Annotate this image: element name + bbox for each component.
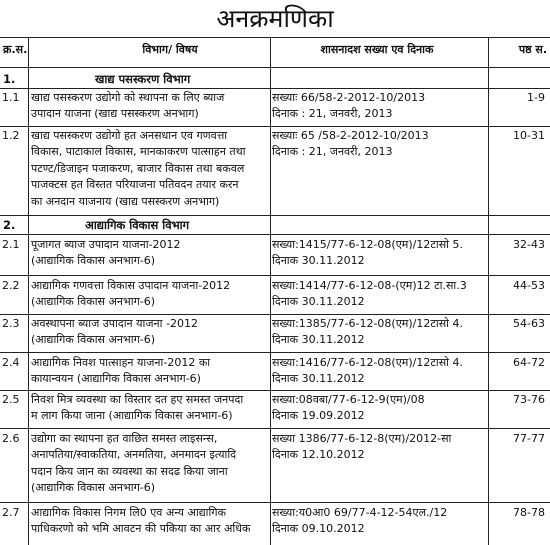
- row-page: 10-31: [513, 129, 545, 142]
- section-no: 2.: [3, 218, 16, 232]
- row-divider: [0, 215, 550, 216]
- row-reference: [272, 278, 482, 311]
- desc-line: अनापतिया/स्वाकतिया, अनमतिया, अनमादन इत्यादि: [31, 448, 237, 462]
- ref-line: सख्या:1415/77-6-12-08(एम)/12टासो 5.: [272, 238, 464, 251]
- desc-line: (आद्यागिक विकास अनभाग-6): [31, 254, 156, 268]
- desc-line: पूजागत ब्याज उपादान याजना-2012: [31, 238, 181, 251]
- row-divider: [0, 352, 550, 353]
- row-description: [31, 392, 269, 425]
- desc-line: का अनदान याजनाय (खाद्य पसस्करण अनभाग): [31, 194, 220, 208]
- desc-line: कायान्वयन (आद्यागिक विकास अनभाग-6): [31, 372, 201, 386]
- header-bottom-border: [0, 67, 550, 68]
- header-page: पष्ठ स.: [518, 43, 547, 56]
- desc-line: पदान किय जान का व्यवस्था का सदढ किया जाना: [31, 464, 228, 478]
- row-number: 1.1: [2, 91, 20, 104]
- row-divider: [0, 234, 550, 235]
- ref-line: सख्या:य0आ0 69/77-4-12-54एल./12: [272, 506, 448, 519]
- desc-line: (आद्यागिक विकास अनभाग-6): [31, 333, 156, 347]
- row-number: 2.3: [2, 317, 20, 330]
- desc-line: (आद्यागिक विकास अनभाग-6): [31, 295, 156, 309]
- row-reference: [272, 355, 482, 388]
- row-number: 1.2: [2, 129, 20, 142]
- row-number: 2.6: [2, 432, 20, 445]
- row-divider: [0, 390, 550, 391]
- row-page: 64-72: [513, 356, 545, 369]
- desc-line: पटण्ट/डिजाइन पजाकरण, बाजार विकास तथा बकवल: [31, 161, 245, 175]
- row-page: 32-43: [513, 238, 545, 251]
- desc-line: पाधिकरणो को भमि आवटन की पकिया का आर अधिक: [31, 522, 251, 536]
- row-page: 77-77: [513, 432, 545, 445]
- desc-line: आद्यागिक निवश पात्साहन याजना-2012 का: [31, 356, 211, 369]
- page-title: अनक्रमणिका: [216, 4, 334, 33]
- row-reference: [272, 431, 482, 464]
- column-border: [488, 38, 489, 545]
- desc-line: खाद्य पसस्करण उद्योगो हत अनसधान एव गणवत्ता: [31, 129, 228, 142]
- ref-line: दिनाक 30.11.2012: [272, 333, 365, 347]
- column-border: [28, 38, 29, 545]
- ref-line: सख्या 1386/77-6-12-8(एम)/2012-सा: [272, 432, 452, 445]
- row-reference: [272, 128, 482, 161]
- ref-line: सख्या:1416/77-6-12-08(एम)/12टासो 4.: [272, 356, 464, 369]
- header-subject: विभाग/ विषय: [142, 43, 198, 56]
- row-divider: [0, 314, 550, 315]
- desc-line: (आद्यागिक विकास अनभाग-6): [31, 481, 156, 495]
- row-description: [31, 355, 269, 388]
- row-reference: [272, 237, 482, 270]
- desc-line: म लाग किया जाना (आद्यागिक विकास अनभाग-6): [31, 409, 233, 423]
- desc-line: खाद्य पसस्करण उद्योगो को स्थापना क लिए ब्याज: [31, 91, 225, 104]
- row-description: [31, 90, 269, 123]
- row-divider: [0, 428, 550, 429]
- header-ref: शासनादश सख्या एव दिनाक: [320, 43, 434, 56]
- row-page: 73-76: [513, 393, 545, 406]
- row-divider: [0, 126, 550, 127]
- row-description: [31, 431, 269, 497]
- ref-line: सख्याः 65 /58-2-2012-10/2013: [272, 129, 429, 142]
- row-description: [31, 237, 269, 270]
- section-title: खाद्य पसस्करण विभाग: [95, 72, 191, 86]
- row-divider: [0, 275, 550, 276]
- ref-line: दिनाक 19.09.2012: [272, 409, 365, 423]
- table-top-border: [0, 37, 550, 38]
- header-no: क्र.स.: [3, 43, 28, 56]
- section-title: आद्यागिक विकास विभाग: [85, 218, 190, 232]
- ref-line: सख्या:08वबा/77-6-12-9(एम)/08: [272, 393, 425, 406]
- row-number: 2.7: [2, 506, 20, 519]
- section-no: 1.: [3, 72, 16, 86]
- ref-line: दिनाक : 21, जनवरी, 2013: [272, 145, 393, 159]
- desc-line: अवस्थापना ब्याज उपादान याजना -2012: [31, 317, 198, 330]
- row-number: 2.5: [2, 393, 20, 406]
- desc-line: विकास, पाटाकाल विकास, मानकाकरण पात्साहन तथा: [31, 145, 246, 159]
- ref-line: दिनाक : 21, जनवरी, 2013: [272, 107, 393, 121]
- row-divider: [0, 88, 550, 89]
- row-reference: [272, 90, 482, 123]
- row-page: 54-63: [513, 317, 545, 330]
- row-page: 44-53: [513, 279, 545, 292]
- row-page: 1-9: [527, 91, 545, 104]
- row-number: 2.2: [2, 279, 20, 292]
- desc-line: पाजक्टस हत विस्तत परियाजना पतिवदन तयार करन: [31, 178, 239, 192]
- desc-line: आद्यागिक गणवत्ता विकास उपादान याजना-2012: [31, 279, 231, 292]
- desc-line: आद्यागिक विकास निगम लि0 एव अन्य आद्यागिक: [31, 506, 226, 519]
- column-border: [270, 38, 271, 545]
- row-description: [31, 128, 269, 210]
- row-reference: [272, 316, 482, 349]
- row-number: 2.4: [2, 356, 20, 369]
- row-reference: [272, 505, 482, 538]
- desc-line: उद्योगा का स्थापना हत वाछित समस्त लाइसन्स,: [31, 432, 218, 445]
- ref-line: सख्या:1385/77-6-12-08(एम)/12टासो 4.: [272, 317, 464, 330]
- ref-line: सख्या:1414/77-6-12-08-(एम)12 टा.सा.3: [272, 279, 467, 292]
- row-page: 78-78: [513, 506, 545, 519]
- row-reference: [272, 392, 482, 425]
- row-divider: [0, 502, 550, 503]
- ref-line: दिनाक 09.10.2012: [272, 522, 365, 536]
- ref-line: दिनाक 30.11.2012: [272, 254, 365, 268]
- ref-line: दिनाक 30.11.2012: [272, 295, 365, 309]
- ref-line: सख्याः 66/58-2-2012-10/2013: [272, 91, 426, 104]
- row-number: 2.1: [2, 238, 20, 251]
- desc-line: निवश मित्र व्यवस्था का विस्तार दत हए समस्त जनपदा: [31, 393, 244, 406]
- ref-line: दिनाक 30.11.2012: [272, 372, 365, 386]
- row-description: [31, 278, 269, 311]
- ref-line: दिनाक 12.10.2012: [272, 448, 365, 462]
- desc-line: उपादान याजना (खाद्य पसस्करण अनभाग): [31, 107, 199, 121]
- row-description: [31, 316, 269, 349]
- row-description: [31, 505, 269, 538]
